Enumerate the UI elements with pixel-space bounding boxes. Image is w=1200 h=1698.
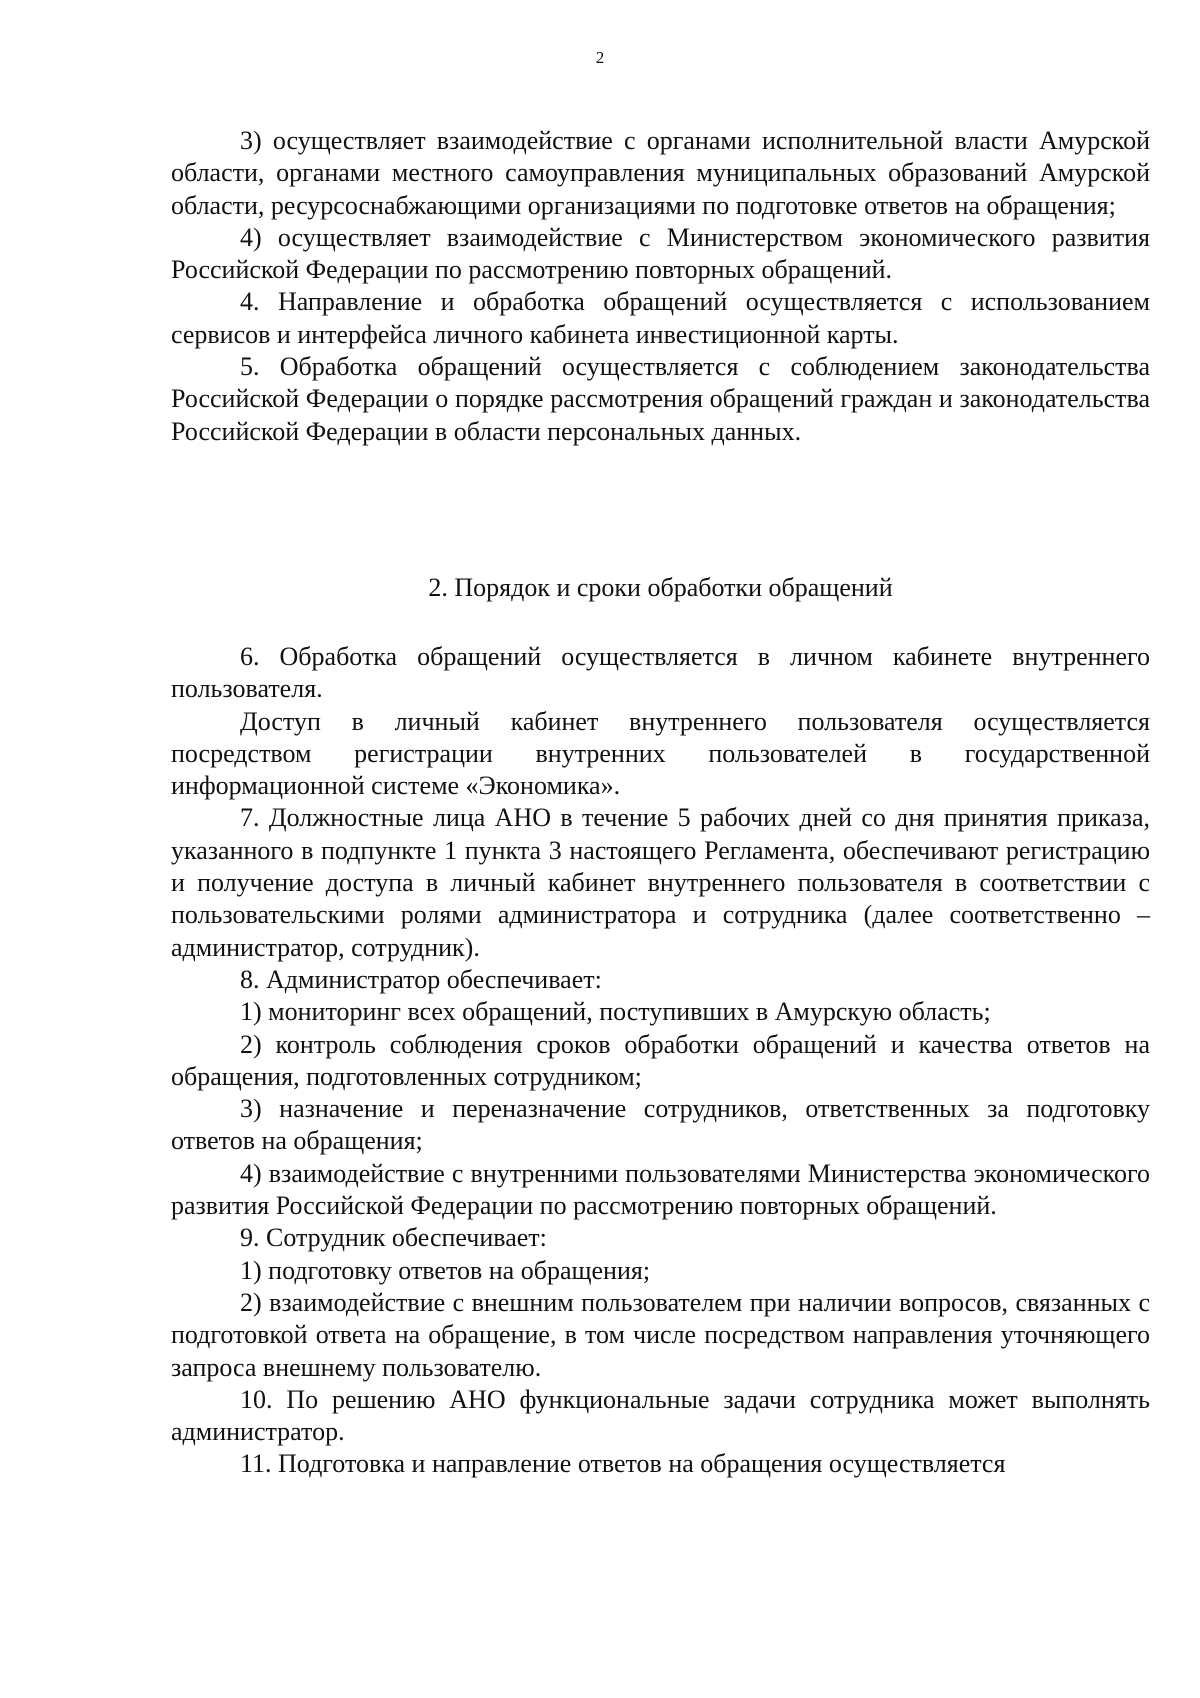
body-text-after-heading bbox=[171, 641, 1150, 1481]
paragraph: 2) контроль соблюдения сроков обработки обращений и качества ответов на обращения, подготовленных сотрудником; bbox=[171, 1029, 1150, 1091]
paragraph: 2) взаимодействие с внешним пользователем при наличии вопросов, связанных с подготовкой ответа на обращение, в том числе посредством направления уточняющего запроса внешнему пользователю. bbox=[171, 1287, 1150, 1382]
paragraph: 11. Подготовка и направление ответов на обращения осуществляется bbox=[240, 1449, 1006, 1479]
paragraph: 3) осуществляет взаимодействие с органами исполнительной власти Амурской области, органами местного самоуправления муниципальных образований Амурской области, ресурсоснабжающими организациями по подготовке ответов на обращения; bbox=[171, 126, 1150, 220]
section-heading: 2. Порядок и сроки обработки обращений bbox=[428, 573, 893, 602]
body-text-before-heading bbox=[171, 125, 1150, 448]
paragraph: 5. Обработка обращений осуществляется с соблюдением законодательства Российской Федерации о порядке рассмотрения обращений граждан и законодательства Российской Федерации в области персональных данных. bbox=[171, 352, 1150, 446]
paragraph: Доступ в личный кабинет внутреннего пользователя осуществляется посредством регистрации внутренних пользователей в государственной информационной системе «Экономика». bbox=[171, 706, 1150, 801]
paragraph: 1) подготовку ответов на обращения; bbox=[240, 1255, 651, 1285]
paragraph: 7. Должностные лица АНО в течение 5 рабочих дней со дня принятия приказа, указанного в подпункте 1 пункта 3 настоящего Регламента, обеспечивают регистрацию и получение доступа в личный кабинет внутреннего пользователя в соответствии с пользовательскими ролями администратора и сотрудника (далее соответственно – администратор, сотрудник). bbox=[171, 803, 1150, 962]
paragraph: 6. Обработка обращений осуществляется в личном кабинете внутреннего пользователя. bbox=[171, 642, 1150, 704]
paragraph: 10. По решению АНО функциональные задачи сотрудника может выполнять администратор. bbox=[171, 1384, 1150, 1447]
paragraph: 1) мониторинг всех обращений, поступивших в Амурскую область; bbox=[240, 997, 991, 1027]
paragraph: 3) назначение и переназначение сотрудников, ответственных за подготовку ответов на обращения; bbox=[171, 1094, 1150, 1156]
paragraph: 8. Администратор обеспечивает: bbox=[240, 964, 602, 994]
paragraph: 9. Сотрудник обеспечивает: bbox=[240, 1223, 547, 1253]
paragraph: 4. Направление и обработка обращений осуществляется с использованием сервисов и интерфейса личного кабинета инвестиционной карты. bbox=[171, 287, 1150, 349]
paragraph: 4) осуществляет взаимодействие с Министерством экономического развития Российской Федерации по рассмотрению повторных обращений. bbox=[171, 222, 1150, 285]
paragraph: 4) взаимодействие с внутренними пользователями Министерства экономического развития Российской Федерации по рассмотрению повторных обращений. bbox=[171, 1158, 1150, 1221]
page-number: 2 bbox=[595, 48, 605, 67]
